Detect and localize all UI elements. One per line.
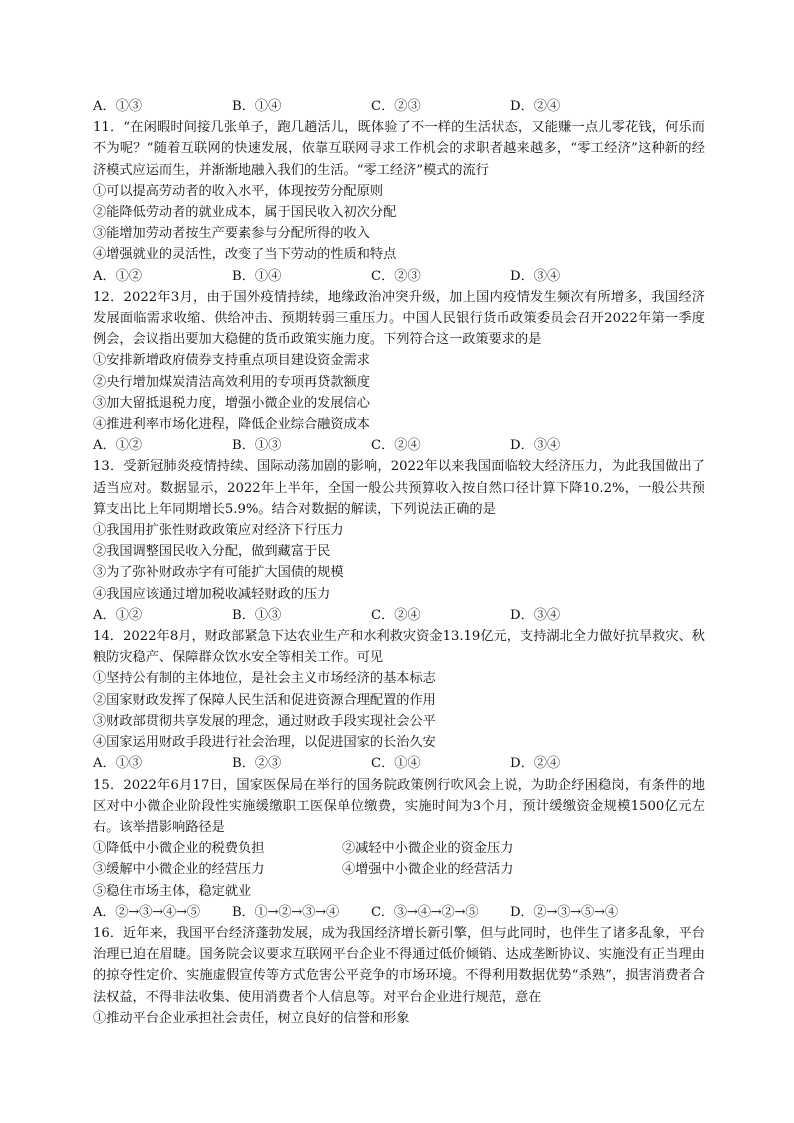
question-14-statement-3: ③财政部贯彻共享发展的理念，通过财政手段实现社会公平 xyxy=(93,713,436,729)
q12-option-b: B．①③ xyxy=(232,438,282,454)
question-11-statement-4: ④增强就业的灵活性，改变了当下劳动的性质和特点 xyxy=(93,247,397,263)
question-12 xyxy=(93,287,705,457)
question-13-statement-3: ③为了弥补财政赤字有可能扩大国债的规模 xyxy=(93,565,344,581)
question-15-statement-1: ①降低中小微企业的税费负担 xyxy=(93,841,265,857)
question-14 xyxy=(93,626,705,774)
q12-option-c: C．②④ xyxy=(371,438,421,454)
question-12-stem: 12．2022年3月，由于国外疫情持续，地缘政治冲突升级，加上国内疫情发生频次有所增多，我国经济发展面临需求收缩、供给冲击、预期转弱三重压力。中国人民银行货币政策委员会召开2022年第一季度例会，会议指出要加大稳健的货币政策实施力度。下列符合这一政策要求的是 xyxy=(93,289,705,348)
q14-option-c: C．①④ xyxy=(371,756,421,772)
question-11-statement-3: ③能增加劳动者按生产要素参与分配所得的收入 xyxy=(93,226,370,242)
q12-option-d: D．③④ xyxy=(510,438,561,454)
q10-option-c: C．②③ xyxy=(371,99,421,114)
question-15-statement-row-1 xyxy=(93,838,705,859)
q15-option-d: D．②→③→⑤→④ xyxy=(510,904,618,920)
q13-option-d: D．③④ xyxy=(510,607,561,623)
q14-option-d: D．②④ xyxy=(510,756,561,772)
question-13-options xyxy=(93,605,705,626)
question-15-statement-5: ⑤稳住市场主体，稳定就业 xyxy=(93,883,252,899)
question-15-statement-2: ②减轻中小微企业的资金压力 xyxy=(342,841,514,857)
question-11 xyxy=(93,117,705,287)
question-14-statement-1: ①坚持公有制的主体地位，是社会主义市场经济的基本标志 xyxy=(93,671,436,687)
question-15-statement-4: ④增强中小微企业的经营活力 xyxy=(342,862,514,878)
q11-option-d: D．③④ xyxy=(510,268,561,284)
question-16-stem: 16．近年来，我国平台经济蓬勃发展，成为我国经济增长新引擎，但与此同时，也伴生了诸多乱象，平台治理已迫在眉睫。国务院会议要求互联网平台企业不得通过低价倾销、达成垄断协议、实施没有正当理由的掠夺性定价、实施虚假宣传等方式危害公平竞争的市场环境。不得利用数据优势“杀熟”，损害消费者合法权益，不得非法收集、使用消费者个人信息等。对平台企业进行规范，意在 xyxy=(93,925,705,1005)
q13-option-a: A．①② xyxy=(93,607,143,623)
question-12-statement-4: ④推进利率市场化进程，降低企业综合融资成本 xyxy=(93,417,370,433)
question-14-options xyxy=(93,753,705,774)
question-12-statement-2: ②央行增加煤炭清洁高效利用的专项再贷款额度 xyxy=(93,374,370,390)
q15-option-b: B．①→②→③→④ xyxy=(232,904,339,920)
q11-option-b: B．①④ xyxy=(232,268,282,284)
q12-option-a: A．①② xyxy=(93,438,143,454)
q10-option-d: D．②④ xyxy=(510,99,561,114)
page-content xyxy=(93,96,705,1029)
question-14-statement-2: ②国家财政发挥了保障人民生活和促进资源合理配置的作用 xyxy=(93,692,436,708)
q11-option-a: A．①② xyxy=(93,268,143,284)
question-12-statement-3: ③加大留抵退税力度，增强小微企业的发展信心 xyxy=(93,395,370,411)
question-15-statement-row-2 xyxy=(93,859,705,880)
question-15-statement-3: ③缓解中小微企业的经营压力 xyxy=(93,862,265,878)
question-16 xyxy=(93,923,705,1029)
q15-option-c: C．③→④→②→⑤ xyxy=(371,904,479,920)
q10-option-a: A．①③ xyxy=(93,99,143,114)
question-14-stem: 14．2022年8月，财政部紧急下达农业生产和水利救灾资金13.19亿元，支持湖北全力做好抗旱救灾、秋粮防灾稳产、保障群众饮水安全等相关工作。可见 xyxy=(93,629,705,666)
question-11-statement-2: ②能降低劳动者的就业成本，属于国民收入初次分配 xyxy=(93,205,397,221)
question-15-options xyxy=(93,902,705,923)
q14-option-b: B．②③ xyxy=(232,756,282,772)
question-14-statement-4: ④国家运用财政手段进行社会治理，以促进国家的长治久安 xyxy=(93,735,436,751)
question-11-stem: 11．“在闲暇时间接几张单子，跑几趟活儿，既体验了不一样的生活状态，又能赚一点儿零花钱，何乐而不为呢？”随着互联网的快速发展，依靠互联网寻求工作机会的求职者越来越多，“零工经济”这种新的经济模式应运而生，并渐渐地融入我们的生活。“零工经济”模式的流行 xyxy=(93,120,705,178)
question-13-statement-1: ①我国用扩张性财政政策应对经济下行压力 xyxy=(93,523,344,539)
question-13-statement-2: ②我国调整国民收入分配，做到藏富于民 xyxy=(93,544,331,560)
question-13 xyxy=(93,456,705,626)
q10-options xyxy=(93,96,705,117)
q11-option-c: C．②③ xyxy=(371,268,421,284)
question-12-options xyxy=(93,435,705,456)
question-12-statement-1: ①安排新增政府债券支持重点项目建设资金需求 xyxy=(93,353,370,369)
question-11-options xyxy=(93,266,705,287)
q13-option-b: B．①③ xyxy=(232,607,282,623)
q15-option-a: A．②→③→④→⑤ xyxy=(93,904,200,920)
question-11-statement-1: ①可以提高劳动者的收入水平，体现按劳分配原则 xyxy=(93,183,384,199)
question-15-stem: 15．2022年6月17日，国家医保局在举行的国务院政策例行吹风会上说，为助企纾困稳岗，有条件的地区对中小微企业阶段性实施缓缴职工医保单位缴费，实施时间为3个月，预计缓缴资金规模1500亿元左右。该举措影响路径是 xyxy=(93,777,705,835)
q10-option-b: B．①④ xyxy=(232,99,282,114)
question-13-stem: 13．受新冠肺炎疫情持续、国际动荡加剧的影响，2022年以来我国面临较大经济压力，为此我国做出了适当应对。数据显示，2022年上半年，全国一般公共预算收入按自然口径计算下降10.2%，一般公共预算支出比上年同期增长5.9%。结合对数据的解读，下列说法正确的是 xyxy=(93,459,705,517)
question-13-statement-4: ④我国应该通过增加税收减轻财政的压力 xyxy=(93,586,331,602)
q13-option-c: C．②④ xyxy=(371,607,421,623)
question-15 xyxy=(93,775,705,923)
question-16-statement-1: ①推动平台企业承担社会责任，树立良好的信誉和形象 xyxy=(93,1010,410,1026)
q14-option-a: A．①③ xyxy=(93,756,143,772)
